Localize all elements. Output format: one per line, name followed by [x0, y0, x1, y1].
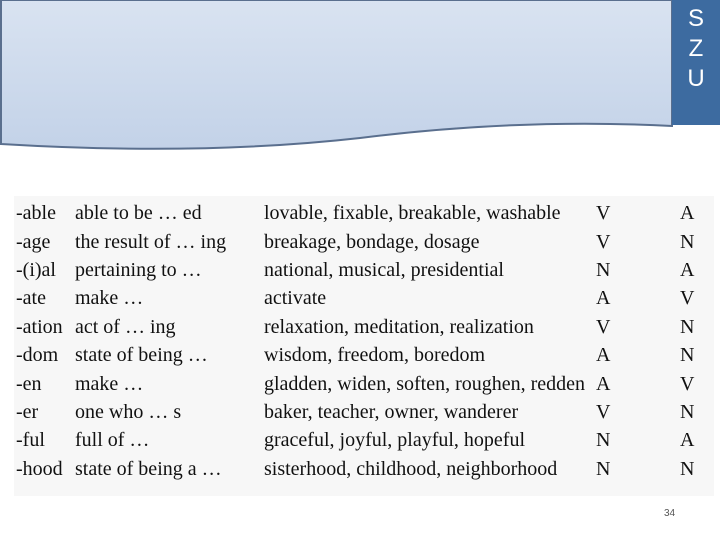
examples-cell: baker, teacher, owner, wanderer — [264, 400, 519, 423]
result-class-cell: N — [680, 315, 695, 338]
examples-cell: activate — [264, 287, 327, 310]
suffix-cell: -dom — [16, 344, 59, 367]
meaning-cell: pertaining to … — [75, 258, 202, 281]
examples-cell: gladden, widen, soften, roughen, redden — [264, 372, 586, 395]
base-class-cell: V — [596, 315, 611, 338]
table-row — [16, 313, 700, 341]
suffix-cell: -ation — [16, 315, 63, 338]
base-class-cell: N — [596, 457, 611, 480]
page-number: 34 — [664, 508, 676, 519]
meaning-cell: able to be … ed — [75, 202, 202, 225]
examples-cell: lovable, fixable, breakable, washable — [264, 202, 561, 225]
meaning-cell: state of being … — [75, 344, 208, 367]
meaning-cell: state of being a … — [75, 457, 222, 480]
suffix-cell: -hood — [16, 457, 63, 480]
table-row — [16, 256, 700, 284]
base-class-cell: V — [596, 230, 611, 253]
suffix-cell: -en — [16, 372, 42, 395]
meaning-cell: full of … — [75, 429, 150, 452]
table-row — [16, 227, 700, 255]
base-class-cell: N — [596, 429, 611, 452]
result-class-cell: A — [680, 258, 695, 281]
examples-cell: relaxation, meditation, realization — [264, 315, 534, 338]
table-row — [16, 199, 700, 227]
result-class-cell: N — [680, 457, 695, 480]
suffix-cell: -able — [16, 202, 56, 225]
meaning-cell: the result of … ing — [75, 230, 227, 253]
result-class-cell: N — [680, 400, 695, 423]
suffix-table — [16, 199, 700, 483]
base-class-cell: A — [596, 372, 611, 395]
examples-cell: wisdom, freedom, boredom — [264, 344, 486, 367]
result-class-cell: V — [680, 372, 695, 395]
meaning-cell: one who … s — [75, 400, 182, 423]
result-class-cell: N — [680, 344, 695, 367]
base-class-cell: A — [596, 287, 611, 310]
meaning-cell: act of … ing — [75, 315, 176, 338]
side-tab-banner — [672, 0, 720, 125]
side-tab-letter: U — [687, 65, 705, 92]
suffix-cell: -age — [16, 230, 51, 253]
base-class-cell: V — [596, 202, 611, 225]
result-class-cell: A — [680, 429, 695, 452]
examples-cell: graceful, joyful, playful, hopeful — [264, 429, 526, 452]
result-class-cell: A — [680, 202, 695, 225]
table-row — [16, 341, 700, 369]
examples-cell: national, musical, presidential — [264, 258, 504, 281]
base-class-cell: A — [596, 344, 611, 367]
suffix-cell: -er — [16, 400, 39, 423]
side-tab-letter: Z — [688, 35, 704, 62]
table-row — [16, 455, 700, 483]
suffix-cell: -ful — [16, 429, 45, 452]
meaning-cell: make … — [75, 372, 144, 395]
table-row — [16, 398, 700, 426]
table-row — [16, 369, 700, 397]
base-class-cell: N — [596, 258, 611, 281]
suffix-cell: -(i)al — [16, 258, 56, 281]
examples-cell: breakage, bondage, dosage — [264, 230, 480, 253]
meaning-cell: make … — [75, 287, 144, 310]
table-row — [16, 284, 700, 312]
side-tab-letter: S — [687, 5, 704, 32]
title-box-shape — [0, 0, 720, 160]
suffix-cell: -ate — [16, 287, 46, 310]
title-placeholder-box — [0, 0, 720, 160]
result-class-cell: V — [680, 287, 695, 310]
result-class-cell: N — [680, 230, 695, 253]
table-row — [16, 426, 700, 454]
examples-cell: sisterhood, childhood, neighborhood — [264, 457, 558, 480]
base-class-cell: V — [596, 400, 611, 423]
